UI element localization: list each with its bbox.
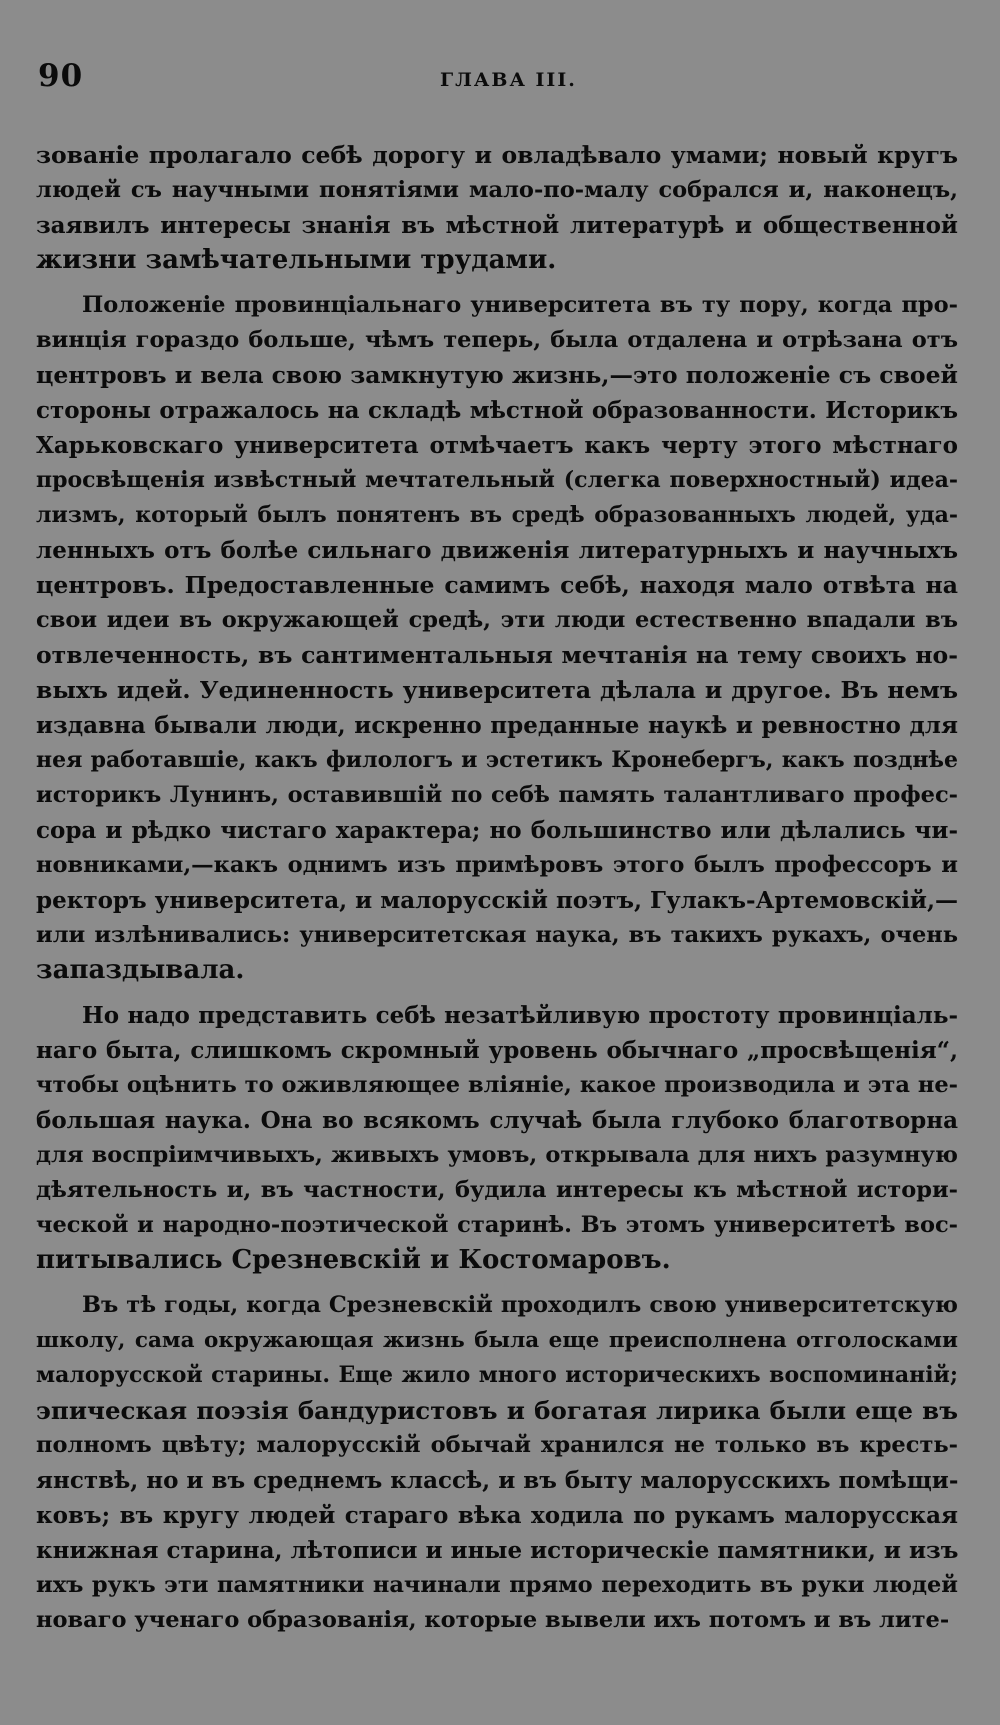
page-header (38, 58, 958, 108)
text-line: запаздывала. (36, 955, 245, 985)
text-line: книжная старина, лѣтописи и иные историческіе памятники, и изъ (36, 1537, 959, 1564)
text-line: ческой и народно-поэтической старинѣ. Въ этомъ университетѣ вос- (36, 1212, 958, 1238)
text-line: малорусской старины. Еще жило много историческихъ воспоминаній; (36, 1362, 958, 1388)
text-line: зованіе пролагало себѣ дорогу и овладѣвало умами; новый кругъ (36, 141, 958, 169)
text-line: питывались Срезневскій и Костомаровъ. (36, 1245, 671, 1275)
paragraph (36, 998, 958, 1278)
text-line: издавна бывали люди, искренно преданные наукѣ и ревностно для (36, 712, 958, 739)
text-line: чтобы оцѣнить то оживляющее вліяніе, какое производила и эта не- (36, 1072, 958, 1098)
text-line: стороны отражалось на складѣ мѣстной образованности. Историкъ (36, 397, 958, 424)
text-line: лизмъ, который былъ понятенъ въ средѣ образованныхъ людей, уда- (36, 502, 958, 528)
paragraph (36, 138, 958, 278)
text-line: эпическая поэзія бандуристовъ и богатая лирика были еще въ (36, 1396, 958, 1425)
text-line: нея работавшіе, какъ филологъ и эстетикъ Кронебергъ, какъ позднѣе (36, 747, 958, 773)
text-line: просвѣщенія извѣстный мечтательный (слегка поверхностный) идеа- (36, 467, 958, 493)
text-line: ихъ рукъ эти памятники начинали прямо переходить въ руки людей (36, 1572, 958, 1598)
text-line: Положеніе провинціальнаго университета въ ту пору, когда про- (82, 292, 958, 318)
text-line: отвлеченность, въ сантиментальныя мечтанія на тему своихъ но- (36, 641, 958, 669)
text-line: заявилъ интересы знанія въ мѣстной литературѣ и общественной (36, 212, 958, 239)
text-line: Но надо представить себѣ незатѣйливую простоту провинціаль- (82, 1002, 958, 1029)
text-line: полномъ цвѣту; малорусскій обычай хранился не только въ кресть- (36, 1432, 958, 1458)
text-line: большая наука. Она во всякомъ случаѣ была глубоко благотворна (36, 1107, 958, 1134)
running-head: ГЛАВА III. (440, 69, 577, 91)
paragraph (36, 1288, 958, 1638)
text-line: центровъ. Предоставленные самимъ себѣ, находя мало отвѣта на (36, 571, 958, 599)
page-number: 90 (38, 58, 84, 94)
text-line: дѣятельность и, въ частности, будила интересы къ мѣстной истори- (36, 1177, 958, 1203)
text-line: ковъ; въ кругу людей стараго вѣка ходила по рукамъ малорусская (36, 1502, 958, 1529)
text-line: историкъ Лунинъ, оставившій по себѣ память талантливаго профес- (36, 782, 958, 808)
text-line: центровъ и вела свою замкнутую жизнь,—это положеніе съ своей (36, 361, 958, 389)
text-line: жизни замѣчательными трудами. (36, 245, 557, 275)
text-line: янствѣ, но и въ среднемъ классѣ, и въ быту малорусскихъ помѣщи- (36, 1467, 959, 1494)
text-line: или излѣнивались: университетская наука, въ такихъ рукахъ, очень (36, 922, 958, 948)
text-line: сора и рѣдко чистаго характера; но большинство или дѣлались чи- (36, 817, 958, 844)
text-line: новаго ученаго образованія, которые вывели ихъ потомъ и въ лите- (36, 1607, 950, 1633)
body-text (36, 138, 958, 1638)
text-line: ленныхъ отъ болѣе сильнаго движенія литературныхъ и научныхъ (36, 537, 958, 564)
text-line: Въ тѣ годы, когда Срезневскій проходилъ свою университетскую (82, 1292, 958, 1318)
text-line: Харьковскаго университета отмѣчаетъ какъ черту этого мѣстнаго (36, 432, 958, 459)
text-line: людей съ научными понятіями мало-по-малу собрался и, наконецъ, (36, 177, 958, 203)
text-line: ректоръ университета, и малорусскій поэтъ, Гулакъ-Артемовскій,— (36, 887, 958, 914)
text-line: выхъ идей. Уединенность университета дѣлала и другое. Въ немъ (36, 676, 958, 704)
text-line: винція гораздо больше, чѣмъ теперь, была отдалена и отрѣзана отъ (36, 327, 958, 353)
paragraph (36, 288, 958, 988)
text-line: свои идеи въ окружающей средѣ, эти люди естественно впадали въ (36, 607, 958, 633)
text-line: для воспріимчивыхъ, живыхъ умовъ, открывала для нихъ разумную (36, 1142, 958, 1168)
text-line: школу, сама окружающая жизнь была еще преисполнена отголосками (36, 1328, 958, 1353)
text-line: новниками,—какъ однимъ изъ примѣровъ этого былъ профессоръ и (36, 852, 958, 878)
text-line: наго быта, слишкомъ скромный уровень обычнаго „просвѣщенія“, (36, 1037, 958, 1064)
